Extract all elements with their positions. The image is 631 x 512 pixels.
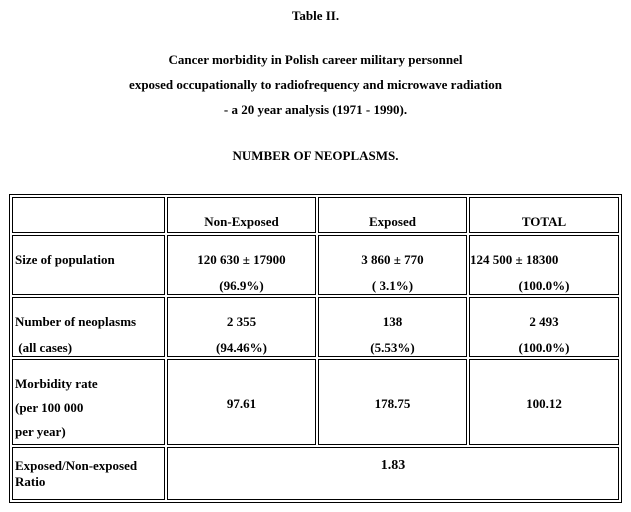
header-cell-exposed: Exposed [318, 197, 467, 233]
cell-value: 2 355 [226, 314, 257, 329]
cell-value: 120 630 ± 17900 [197, 252, 286, 267]
row-label [12, 359, 165, 445]
row-label-line: Size of population [15, 252, 115, 267]
neoplasms-table [9, 194, 622, 503]
table-cell [318, 235, 467, 295]
table-cell [469, 235, 619, 295]
table-row-number-of-neoplasms [12, 297, 619, 357]
title-line-3: - a 20 year analysis (1971 - 1990). [223, 102, 408, 117]
table-cell: 97.61 [167, 359, 316, 445]
table-cell [469, 297, 619, 357]
ratio-value-cell: 1.83 [167, 447, 619, 500]
cell-percent: (5.53%) [370, 340, 415, 355]
cell-value: 2 493 [529, 314, 559, 329]
table-cell: 100.12 [469, 359, 619, 445]
header-cell-blank [12, 197, 165, 233]
header-cell-total: TOTAL [469, 197, 619, 233]
cell-percent: (94.46%) [216, 340, 267, 355]
cell-percent: (100.0%) [518, 278, 570, 293]
table-cell: 178.75 [318, 359, 467, 445]
table-row-morbidity-rate [12, 359, 619, 445]
table-row-ratio [12, 447, 619, 500]
row-label-line: (per 100 000 [15, 400, 84, 415]
row-label-line: (all cases) [15, 340, 73, 355]
row-label [12, 235, 165, 295]
row-label-line: Number of neoplasms [15, 314, 137, 329]
table-cell [318, 297, 467, 357]
row-label-line: Ratio [15, 474, 46, 489]
title-line-2: exposed occupationally to radiofrequency and microwave radiation [129, 77, 502, 92]
row-label-line: per year) [15, 424, 66, 439]
cell-percent: (96.9%) [219, 278, 264, 293]
row-label [12, 297, 165, 357]
header-cell-non-exposed: Non-Exposed [167, 197, 316, 233]
row-label-line: Exposed/Non-exposed [15, 458, 138, 473]
title-line-1: Cancer morbidity in Polish career military personnel [168, 52, 463, 67]
cell-percent: ( 3.1%) [371, 278, 414, 293]
table-cell [167, 297, 316, 357]
cell-percent: (100.0%) [518, 340, 570, 355]
table-cell [167, 235, 316, 295]
row-label-line: Morbidity rate [15, 376, 98, 391]
table-header-row [12, 197, 619, 233]
cell-value: 124 500 ± 18300 [470, 252, 559, 267]
subtitle: NUMBER OF NEOPLASMS. [232, 148, 399, 163]
table-label: Table II. [291, 8, 340, 23]
cell-value: 138 [382, 314, 403, 329]
table-row-size-of-population [12, 235, 619, 295]
row-label [12, 447, 165, 500]
cell-value: 3 860 ± 770 [361, 252, 424, 267]
